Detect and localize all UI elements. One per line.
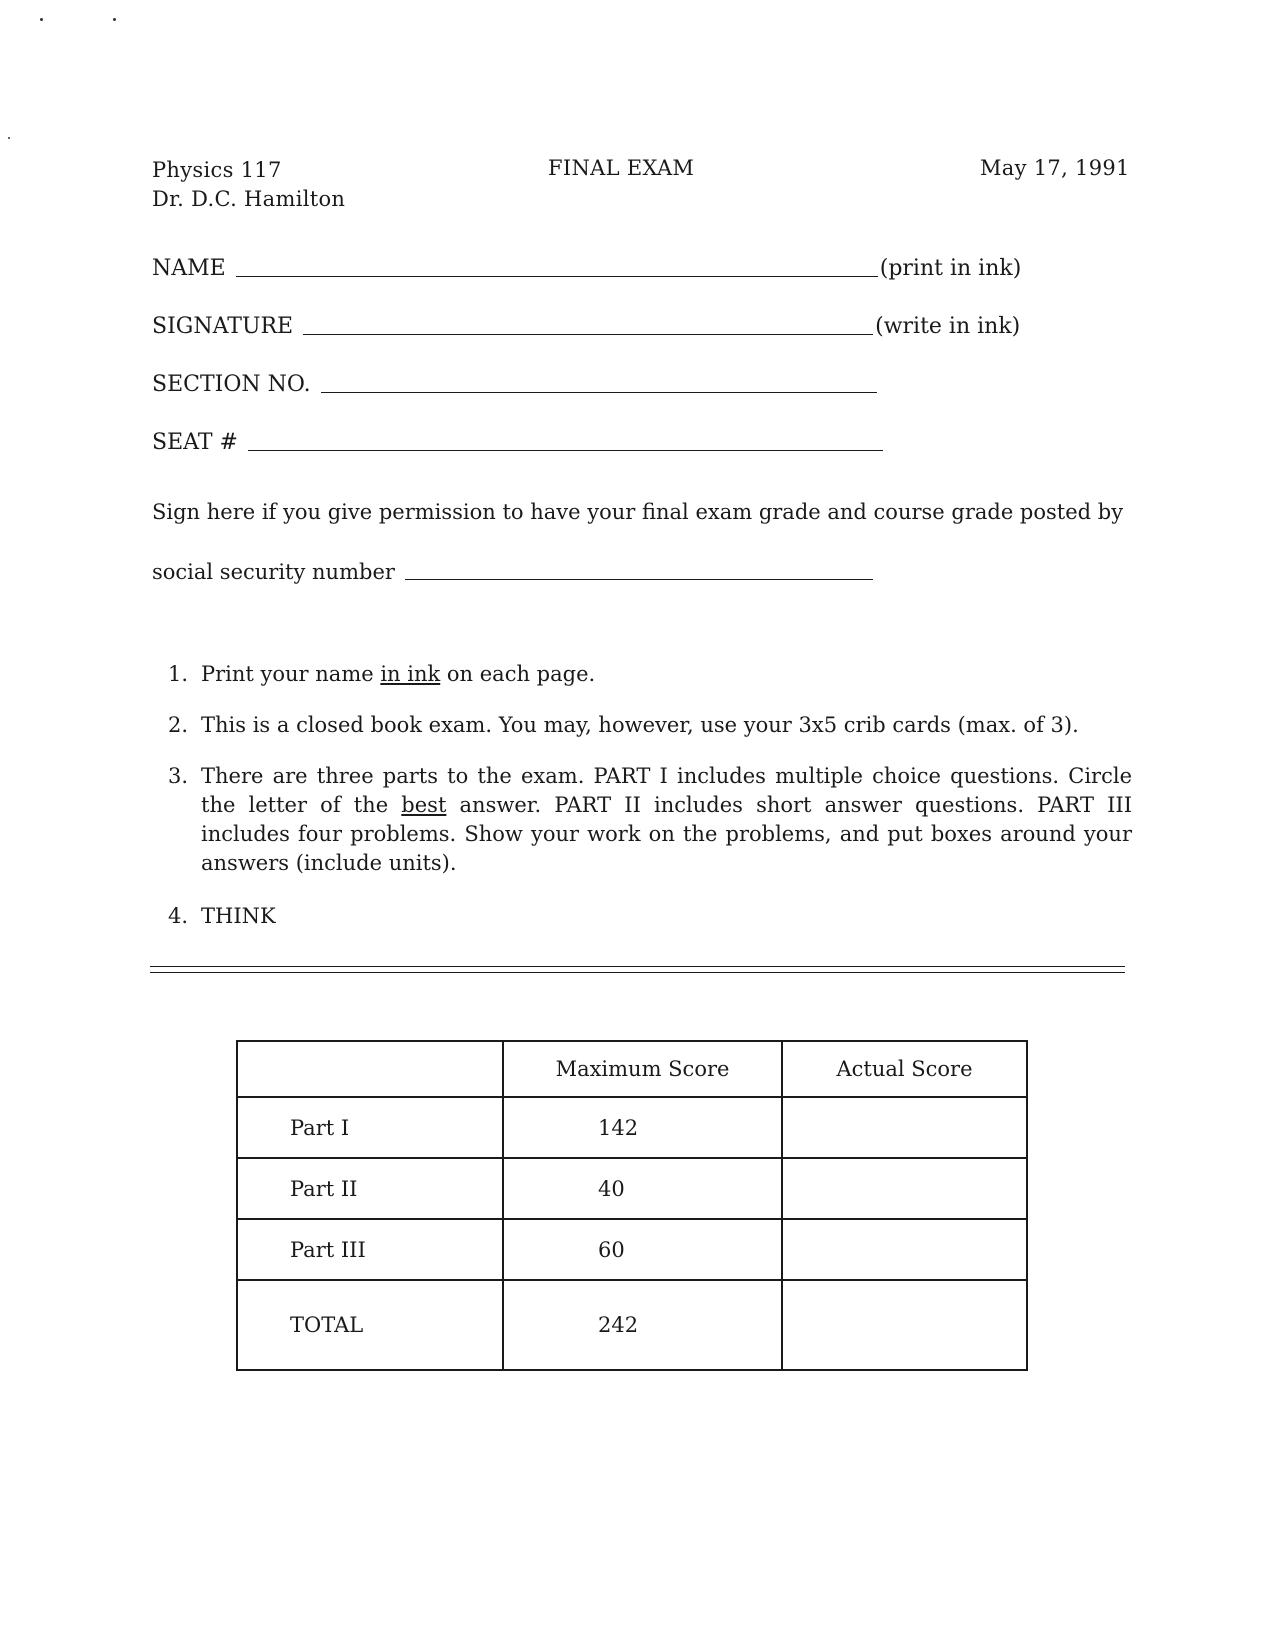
instruction-text: THINK: [201, 904, 276, 928]
instruction-text: answer. PART II includes short answer questions. PART III includes four problems. Show your work on the problems, and put boxes around your answers (include units).: [201, 793, 1132, 875]
score-table: [236, 1040, 1028, 1371]
signature-suffix: (write in ink): [875, 314, 1021, 339]
ssn-label: social security number: [152, 560, 395, 584]
instruction-number: 2.: [168, 713, 189, 737]
name-suffix: (print in ink): [879, 256, 1022, 281]
part-label: Part III: [237, 1219, 503, 1280]
name-label: NAME: [152, 256, 226, 281]
max-score-cell: [503, 1219, 782, 1280]
instruction-emphasis: best: [401, 793, 447, 817]
header-cell-actual-score: Actual Score: [782, 1041, 1027, 1097]
table-row-total: [237, 1280, 1027, 1370]
exam-date: May 17, 1991: [980, 156, 1130, 180]
instruction-text: Print your name: [201, 662, 381, 686]
section-field-row: [152, 372, 877, 397]
signature-blank-line[interactable]: [303, 333, 873, 335]
signature-label: SIGNATURE: [152, 314, 294, 339]
name-blank-line[interactable]: [236, 275, 878, 277]
exam-title: FINAL EXAM: [548, 156, 695, 180]
table-row: [237, 1219, 1027, 1280]
actual-score-cell[interactable]: [782, 1158, 1027, 1219]
max-score-cell: [503, 1158, 782, 1219]
part-label: Part II: [237, 1158, 503, 1219]
divider-line: [150, 966, 1125, 967]
instruction-item: [168, 762, 1132, 878]
table-row: [237, 1097, 1027, 1158]
total-max-score-value: 242: [598, 1313, 639, 1337]
header-cell-max-score: Maximum Score: [503, 1041, 782, 1097]
instruction-text: There are three parts to the exam. PART I includes multiple choice questions. Circle the letter of the: [201, 764, 1132, 817]
ssn-field-row: [152, 560, 873, 584]
instruction-text: on each page.: [440, 662, 596, 686]
course-info: [152, 156, 345, 214]
scan-speck: [40, 18, 43, 21]
total-actual-score-cell[interactable]: [782, 1280, 1027, 1370]
scan-speck: [8, 137, 10, 139]
actual-score-cell[interactable]: [782, 1219, 1027, 1280]
max-score-cell: [503, 1097, 782, 1158]
instruction-item: [168, 902, 1132, 931]
section-blank-line[interactable]: [321, 391, 877, 393]
max-score-value: 60: [598, 1237, 625, 1262]
section-label: SECTION NO.: [152, 372, 311, 397]
seat-label: SEAT #: [152, 430, 238, 455]
course-name: Physics 117: [152, 158, 282, 182]
table-row: [237, 1158, 1027, 1219]
signature-field-row: [152, 314, 1020, 339]
max-score-cell: [503, 1280, 782, 1370]
divider-line: [150, 972, 1125, 973]
instruction-text: This is a closed book exam. You may, however, use your 3x5 crib cards (max. of 3).: [201, 713, 1079, 737]
instruction-emphasis: in ink: [380, 662, 441, 686]
max-score-value: 142: [598, 1115, 639, 1140]
max-score-value: 40: [598, 1176, 625, 1201]
total-label: TOTAL: [237, 1280, 503, 1370]
instruction-item: [168, 711, 1132, 740]
permission-statement: Sign here if you give permission to have your final exam grade and course grade posted by: [152, 500, 1124, 524]
instruction-number: 1.: [168, 662, 189, 686]
instruction-number: 4.: [168, 904, 189, 928]
name-field-row: [152, 256, 1021, 281]
scan-speck: [113, 18, 116, 21]
part-label: Part I: [237, 1097, 503, 1158]
header-cell-empty: [237, 1041, 503, 1097]
seat-field-row: [152, 430, 883, 455]
instruction-number: 3.: [168, 764, 189, 788]
seat-blank-line[interactable]: [248, 449, 883, 451]
instructor-name: Dr. D.C. Hamilton: [152, 187, 346, 211]
table-header-row: [237, 1041, 1027, 1097]
instruction-item: [168, 660, 1132, 689]
actual-score-cell[interactable]: [782, 1097, 1027, 1158]
ssn-blank-line[interactable]: [405, 578, 873, 580]
